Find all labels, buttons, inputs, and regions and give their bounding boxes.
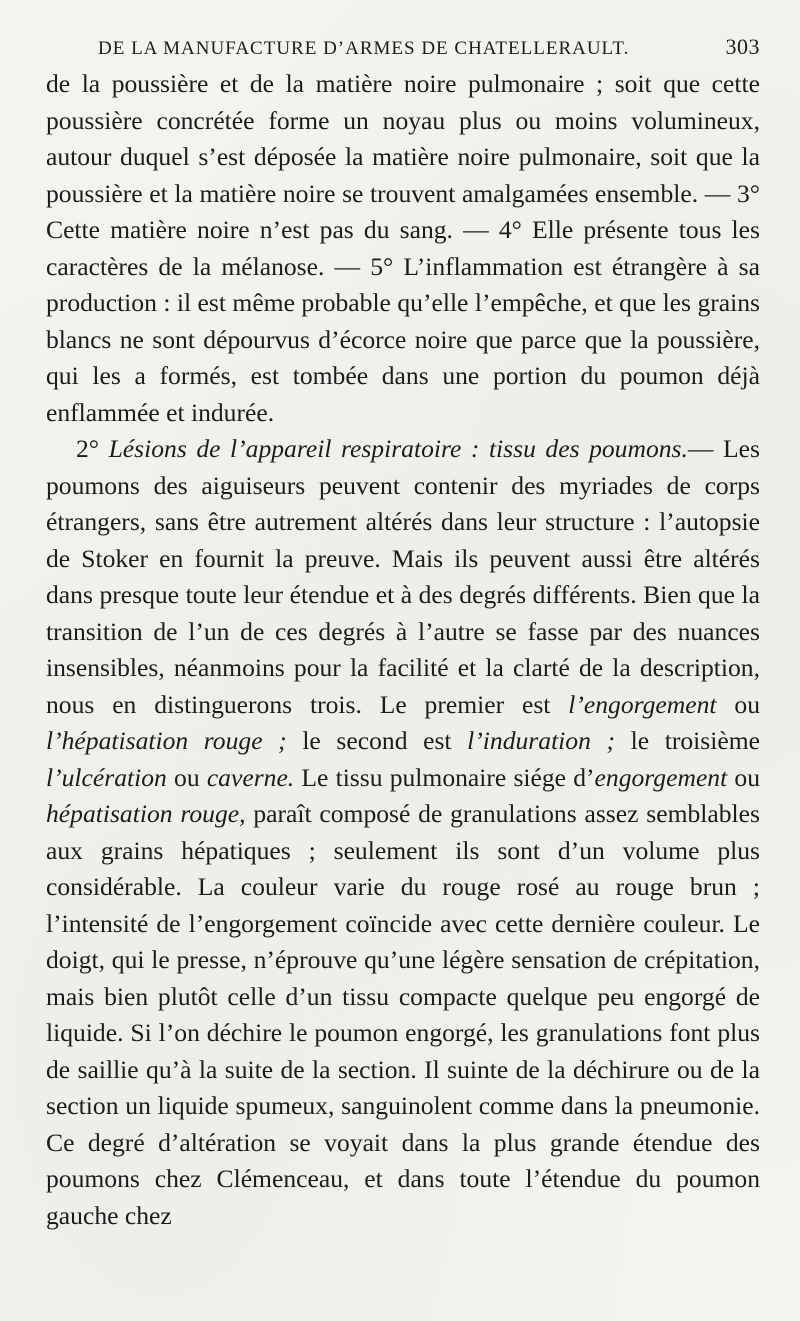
running-title: DE LA MANUFACTURE D’ARMES DE CHATELLERAULT. (98, 38, 630, 59)
text-run: paraît composé de granulations assez semblables aux grains hépatiques ; seulement ils sont d’un volume plus considérable. La couleur varie du rouge rosé au rouge brun ; l’intensité de l’engorgement coïncide avec cette dernière couleur. Le doigt, qui le presse, n’éprouve qu’une légère sensation de crépitation, mais bien plutôt celle d’un tissu compacte quelque peu engorgé de liquide. Si l’on déchire le poumon engorgé, les granulations font plus de saillie qu’à la suite de la section. Il suinte de la déchirure ou de la section un liquide spumeux, sanguinolent comme dans la pneumonie. Ce degré d’altération se voyait dans la plus grande étendue des poumons chez Clémenceau, et dans toute l’étendue du poumon gauche chez (46, 799, 760, 1230)
text-run: Le tissu pulmonaire siége d’ (294, 762, 595, 792)
term-engorgement: l’engorgement (568, 689, 717, 719)
running-head (98, 34, 760, 60)
text-run: le troisième (615, 726, 760, 755)
section-heading: Lésions de l’appareil respiratoire : tissu des poumons. (108, 434, 688, 463)
term-engorgement-2: engorgement (594, 762, 728, 792)
page-number: 303 (725, 34, 760, 59)
body-text (46, 66, 760, 1234)
text-run: le second est (286, 726, 468, 755)
term-induration: l’induration ; (467, 726, 616, 755)
term-caverne: caverne. (206, 762, 295, 792)
section-number: 2° (76, 434, 109, 463)
text-run: ou (716, 689, 760, 719)
text-run: — Les poumons des aiguiseurs peuvent contenir des myriades de corps étrangers, sans être autrement altérés dans leur structure : l’autopsie de Stoker en fournit la preuve. Mais ils peuvent aussi être altérés dans presque toute leur étendue et à des degrés différents. Bien que la transition de l’un de ces degrés à l’autre se fasse par des nuances insensibles, néanmoins pour la facilité et la clarté de la description, nous en distinguerons trois. Le premier est (46, 434, 760, 719)
term-hepatisation-2: hépatisation rouge, (46, 799, 246, 828)
text-run: ou (166, 762, 207, 792)
term-ulceration: l’ulcération (46, 762, 167, 792)
term-hepatisation: l’hépatisation rouge ; (46, 726, 287, 755)
text-run: ou (727, 762, 760, 792)
paragraph-lesions (46, 431, 760, 1234)
paragraph-continued: de la poussière et de la matière noire pulmonaire ; soit que cette poussière concrétée forme un noyau plus ou moins volumineux, autour duquel s’est déposée la matière noire pulmonaire, soit que la poussière et la matière noire se trouvent amalgamées ensemble. — 3° Cette matière noire n’est pas du sang. — 4° Elle présente tous les caractères de la mélanose. — 5° L’inflammation est étrangère à sa production : il est même probable qu’elle l’empêche, et que les grains blancs ne sont dépourvus d’écorce noire que parce que la poussière, qui les a formés, est tombée dans une portion du poumon déjà enflammée et indurée. (46, 69, 760, 427)
